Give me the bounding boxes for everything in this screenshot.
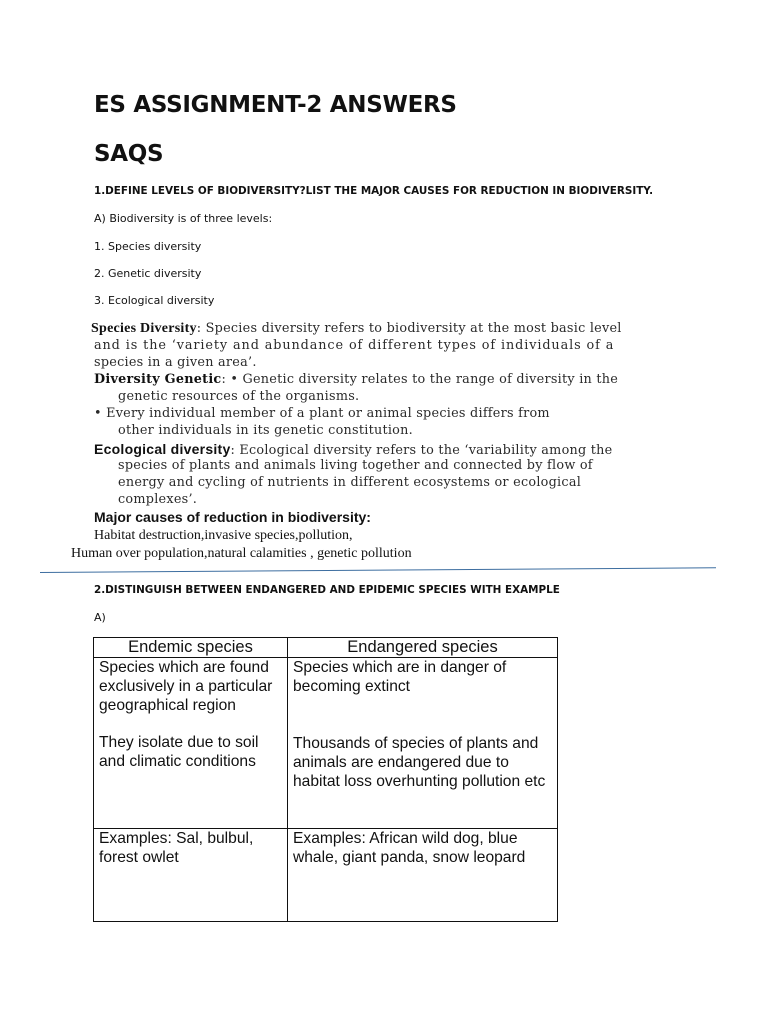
genetic-diversity-line: : • Genetic diversity relates to the range of diversity in the — [221, 372, 619, 387]
cell-text: Thousands of species of plants and animals are endangered due to habitat loss overhunting pollution etc — [293, 735, 546, 790]
genetic-diversity-para — [94, 372, 618, 387]
answer-1-intro: A) Biodiversity is of three levels: — [94, 212, 273, 225]
ecological-diversity-line: complexes’. — [118, 492, 198, 507]
table-cell-endangered: Examples: African wild dog, blue whale, giant panda, snow leopard — [288, 829, 558, 922]
table-cell-endemic — [94, 658, 288, 829]
level-item: 2. Genetic diversity — [94, 267, 202, 280]
question-2: 2.DISTINGUISH BETWEEN ENDANGERED AND EPIDEMIC SPECIES WITH EXAMPLE — [94, 584, 560, 596]
level-item: 3. Ecological diversity — [94, 294, 215, 307]
cell-text: They isolate due to soil and climatic conditions — [99, 734, 259, 770]
species-diversity-term: Species Diversity — [91, 321, 197, 336]
table-cell-endangered — [288, 658, 558, 829]
section-title: SAQS — [94, 141, 164, 167]
causes-line: Habitat destruction,invasive species,pollution, — [94, 528, 353, 543]
comparison-table — [93, 637, 558, 922]
table-header-row — [94, 638, 558, 658]
ecological-diversity-line: : Ecological diversity refers to the ‘variability among the — [230, 443, 613, 458]
species-diversity-line: species in a given area’. — [94, 355, 257, 370]
ecological-diversity-line: energy and cycling of nutrients in different ecosystems or ecological — [118, 475, 582, 490]
table-row — [94, 658, 558, 829]
causes-line: Human over population,natural calamities , genetic pollution — [71, 546, 412, 561]
genetic-diversity-line: other individuals in its genetic constitution. — [118, 423, 413, 438]
genetic-diversity-line: • Every individual member of a plant or animal species differs from — [94, 406, 550, 421]
causes-heading: Major causes of reduction in biodiversity: — [94, 509, 371, 525]
answer-2-label: A) — [94, 611, 106, 624]
cell-text: Species which are in danger of becoming extinct — [293, 659, 507, 695]
species-diversity-line: and is the ‘variety and abundance of different types of individuals of a — [94, 338, 615, 353]
ecological-diversity-term: Ecological diversity — [94, 441, 231, 457]
genetic-diversity-term: Diversity Genetic — [94, 372, 222, 387]
species-diversity-para — [91, 321, 622, 337]
cell-text: Species which are found exclusively in a particular geographical region — [99, 659, 273, 714]
ecological-diversity-line: species of plants and animals living together and connected by flow of — [118, 458, 593, 473]
genetic-diversity-line: genetic resources of the organisms. — [118, 389, 360, 404]
question-1: 1.DEFINE LEVELS OF BIODIVERSITY?LIST THE MAJOR CAUSES FOR REDUCTION IN BIODIVERSITY. — [94, 185, 654, 197]
section-divider — [40, 567, 716, 573]
ecological-diversity-para — [94, 441, 612, 458]
column-header-endangered: Endangered species — [288, 638, 558, 658]
table-row — [94, 829, 558, 922]
table-cell-endemic: Examples: Sal, bulbul, forest owlet — [94, 829, 288, 922]
document-title: ES ASSIGNMENT-2 ANSWERS — [94, 92, 457, 118]
species-diversity-line: : Species diversity refers to biodiversity at the most basic level — [196, 321, 622, 336]
level-item: 1. Species diversity — [94, 240, 202, 253]
column-header-endemic: Endemic species — [94, 638, 288, 658]
